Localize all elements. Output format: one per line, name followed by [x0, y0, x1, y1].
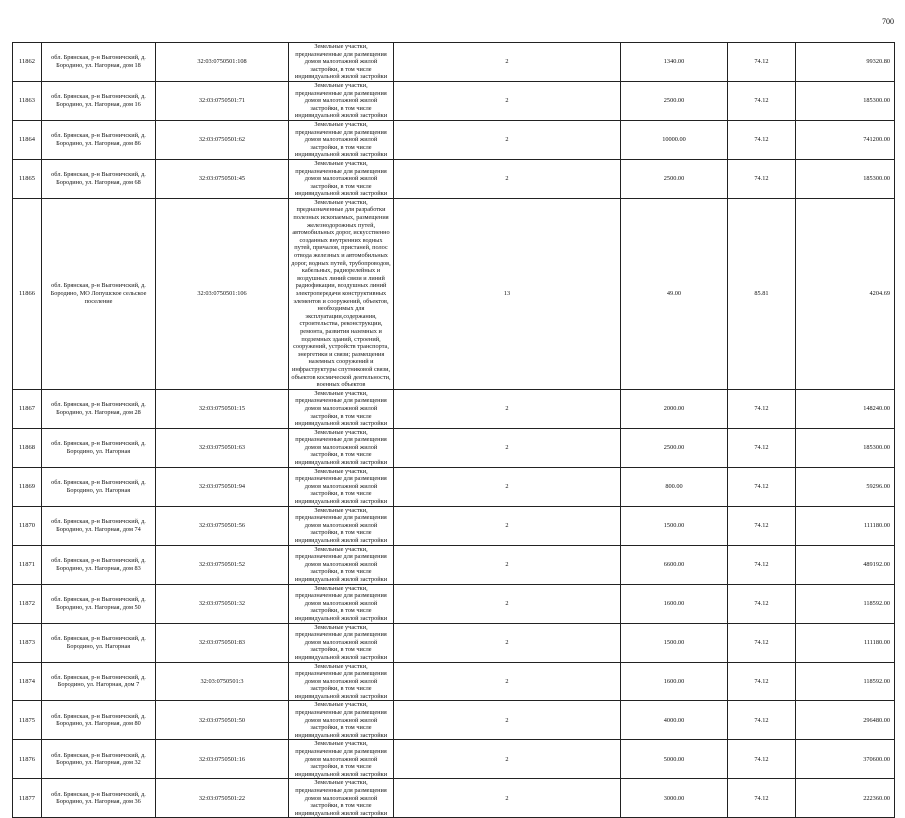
- row-area: 49.00: [621, 198, 728, 389]
- row-land-use: Земельные участки, предназначенные для размещения домов малоэтажной жилой застройки, в том числе индивидуальной жилой застройки: [289, 701, 394, 740]
- row-area: 10000.00: [621, 120, 728, 159]
- row-area: 6600.00: [621, 545, 728, 584]
- row-cadastral-number: 32:03:0750501:32: [156, 584, 289, 623]
- table-row: [13, 779, 895, 818]
- row-number: 11870: [13, 506, 42, 545]
- row-unit-value: 74.12: [728, 389, 796, 428]
- row-address: обл. Брянская, р-н Выгоничский, д. Бородино, МО Лопушское сельское поселение: [42, 198, 156, 389]
- row-address: обл. Брянская, р-н Выгоничский, д. Бородино, ул. Нагорная: [42, 467, 156, 506]
- row-area: 2000.00: [621, 389, 728, 428]
- row-number: 11874: [13, 662, 42, 701]
- row-cadastral-number: 32:03:0750501:71: [156, 81, 289, 120]
- row-unit-value: 85.81: [728, 198, 796, 389]
- row-unit-value: 74.12: [728, 81, 796, 120]
- row-cadastral-number: 32:03:0750501:108: [156, 43, 289, 82]
- row-area: 1340.00: [621, 43, 728, 82]
- row-unit-value: 74.12: [728, 545, 796, 584]
- row-unit-value: 74.12: [728, 623, 796, 662]
- row-group: 2: [394, 701, 621, 740]
- row-cadastral-number: 32:03:0750501:83: [156, 623, 289, 662]
- table-row: [13, 545, 895, 584]
- cadastral-value-table: [12, 42, 895, 818]
- row-cadastral-number: 32:03:0750501:22: [156, 779, 289, 818]
- row-land-use: Земельные участки, предназначенные для размещения домов малоэтажной жилой застройки, в том числе индивидуальной жилой застройки: [289, 428, 394, 467]
- page-number: 700: [882, 17, 894, 26]
- row-area: 1500.00: [621, 623, 728, 662]
- row-cadastral-number: 32:03:0750501:56: [156, 506, 289, 545]
- row-group: 13: [394, 198, 621, 389]
- row-number: 11872: [13, 584, 42, 623]
- row-number: 11869: [13, 467, 42, 506]
- table-row: [13, 506, 895, 545]
- row-area: 2500.00: [621, 428, 728, 467]
- row-land-use: Земельные участки, предназначенные для размещения домов малоэтажной жилой застройки, в том числе индивидуальной жилой застройки: [289, 662, 394, 701]
- row-total-value: 222360.00: [796, 779, 895, 818]
- row-land-use: Земельные участки, предназначенные для размещения домов малоэтажной жилой застройки, в том числе индивидуальной жилой застройки: [289, 389, 394, 428]
- row-unit-value: 74.12: [728, 701, 796, 740]
- row-address: обл. Брянская, р-н Выгоничский, д. Бородино, ул. Нагорная, дом 7: [42, 662, 156, 701]
- row-total-value: 741200.00: [796, 120, 895, 159]
- row-group: 2: [394, 740, 621, 779]
- row-land-use: Земельные участки, предназначенные для размещения домов малоэтажной жилой застройки, в том числе индивидуальной жилой застройки: [289, 467, 394, 506]
- row-unit-value: 74.12: [728, 506, 796, 545]
- row-area: 800.00: [621, 467, 728, 506]
- row-total-value: 185300.00: [796, 81, 895, 120]
- row-number: 11865: [13, 159, 42, 198]
- row-area: 1600.00: [621, 662, 728, 701]
- row-total-value: 118592.00: [796, 584, 895, 623]
- row-group: 2: [394, 467, 621, 506]
- row-cadastral-number: 32:03:0750501:45: [156, 159, 289, 198]
- row-number: 11873: [13, 623, 42, 662]
- row-address: обл. Брянская, р-н Выгоничский, д. Бородино, ул. Нагорная, дом 68: [42, 159, 156, 198]
- row-area: 5000.00: [621, 740, 728, 779]
- row-cadastral-number: 32:03:0750501:16: [156, 740, 289, 779]
- row-cadastral-number: 32:03:0750501:3: [156, 662, 289, 701]
- row-number: 11877: [13, 779, 42, 818]
- row-unit-value: 74.12: [728, 740, 796, 779]
- row-area: 1500.00: [621, 506, 728, 545]
- row-total-value: 4204.69: [796, 198, 895, 389]
- table-row: [13, 701, 895, 740]
- row-number: 11871: [13, 545, 42, 584]
- row-land-use: Земельные участки, предназначенные для размещения домов малоэтажной жилой застройки, в том числе индивидуальной жилой застройки: [289, 120, 394, 159]
- row-number: 11868: [13, 428, 42, 467]
- row-address: обл. Брянская, р-н Выгоничский, д. Бородино, ул. Нагорная, дом 74: [42, 506, 156, 545]
- row-unit-value: 74.12: [728, 120, 796, 159]
- row-group: 2: [394, 623, 621, 662]
- row-total-value: 489192.00: [796, 545, 895, 584]
- row-address: обл. Брянская, р-н Выгоничский, д. Бородино, ул. Нагорная, дом 80: [42, 701, 156, 740]
- table-row: [13, 662, 895, 701]
- row-group: 2: [394, 662, 621, 701]
- row-total-value: 148240.00: [796, 389, 895, 428]
- row-number: 11866: [13, 198, 42, 389]
- row-land-use: Земельные участки, предназначенные для размещения домов малоэтажной жилой застройки, в том числе индивидуальной жилой застройки: [289, 506, 394, 545]
- row-number: 11875: [13, 701, 42, 740]
- table-row: [13, 623, 895, 662]
- row-group: 2: [394, 43, 621, 82]
- table-body: [13, 43, 895, 818]
- row-total-value: 370600.00: [796, 740, 895, 779]
- row-address: обл. Брянская, р-н Выгоничский, д. Бородино, ул. Нагорная, дом 36: [42, 779, 156, 818]
- row-total-value: 185300.00: [796, 428, 895, 467]
- row-total-value: 111180.00: [796, 623, 895, 662]
- row-number: 11876: [13, 740, 42, 779]
- row-number: 11863: [13, 81, 42, 120]
- row-unit-value: 74.12: [728, 467, 796, 506]
- row-number: 11862: [13, 43, 42, 82]
- row-group: 2: [394, 428, 621, 467]
- row-unit-value: 74.12: [728, 779, 796, 818]
- row-group: 2: [394, 389, 621, 428]
- row-land-use: Земельные участки, предназначенные для размещения домов малоэтажной жилой застройки, в том числе индивидуальной жилой застройки: [289, 159, 394, 198]
- row-cadastral-number: 32:03:0750501:94: [156, 467, 289, 506]
- row-land-use: Земельные участки, предназначенные для размещения домов малоэтажной жилой застройки, в том числе индивидуальной жилой застройки: [289, 584, 394, 623]
- table-row: [13, 159, 895, 198]
- row-total-value: 118592.00: [796, 662, 895, 701]
- row-group: 2: [394, 120, 621, 159]
- row-total-value: 59296.00: [796, 467, 895, 506]
- row-area: 4000.00: [621, 701, 728, 740]
- row-number: 11867: [13, 389, 42, 428]
- row-group: 2: [394, 545, 621, 584]
- row-group: 2: [394, 506, 621, 545]
- table-row: [13, 43, 895, 82]
- row-land-use: Земельные участки, предназначенные для размещения домов малоэтажной жилой застройки, в том числе индивидуальной жилой застройки: [289, 545, 394, 584]
- table-row: [13, 740, 895, 779]
- row-cadastral-number: 32:03:0750501:63: [156, 428, 289, 467]
- row-address: обл. Брянская, р-н Выгоничский, д. Бородино, ул. Нагорная, дом 83: [42, 545, 156, 584]
- table-row: [13, 467, 895, 506]
- row-unit-value: 74.12: [728, 584, 796, 623]
- row-address: обл. Брянская, р-н Выгоничский, д. Бородино, ул. Нагорная, дом 32: [42, 740, 156, 779]
- row-total-value: 99320.80: [796, 43, 895, 82]
- row-total-value: 185300.00: [796, 159, 895, 198]
- row-area: 2500.00: [621, 159, 728, 198]
- table-row: [13, 120, 895, 159]
- row-area: 3000.00: [621, 779, 728, 818]
- row-address: обл. Брянская, р-н Выгоничский, д. Бородино, ул. Нагорная, дом 86: [42, 120, 156, 159]
- row-address: обл. Брянская, р-н Выгоничский, д. Бородино, ул. Нагорная: [42, 623, 156, 662]
- row-address: обл. Брянская, р-н Выгоничский, д. Бородино, ул. Нагорная, дом 28: [42, 389, 156, 428]
- row-total-value: 111180.00: [796, 506, 895, 545]
- row-group: 2: [394, 81, 621, 120]
- row-land-use: Земельные участки, предназначенные для размещения домов малоэтажной жилой застройки, в том числе индивидуальной жилой застройки: [289, 81, 394, 120]
- row-cadastral-number: 32:03:0750501:15: [156, 389, 289, 428]
- row-cadastral-number: 32:03:0750501:106: [156, 198, 289, 389]
- table-row: [13, 198, 895, 389]
- table-row: [13, 584, 895, 623]
- row-unit-value: 74.12: [728, 43, 796, 82]
- row-unit-value: 74.12: [728, 662, 796, 701]
- row-land-use: Земельные участки, предназначенные для размещения домов малоэтажной жилой застройки, в том числе индивидуальной жилой застройки: [289, 740, 394, 779]
- row-address: обл. Брянская, р-н Выгоничский, д. Бородино, ул. Нагорная, дом 50: [42, 584, 156, 623]
- row-number: 11864: [13, 120, 42, 159]
- row-address: обл. Брянская, р-н Выгоничский, д. Бородино, ул. Нагорная, дом 18: [42, 43, 156, 82]
- row-area: 1600.00: [621, 584, 728, 623]
- row-land-use: Земельные участки, предназначенные для разработки полезных ископаемых, размещения железнодорожных путей, автомобильных дорог, искусственно созданных внутренних водных путей, причалов, пристаней, полос отвода железных и автомобильных дорог, водных путей, трубопроводов, кабельных, радиорелейных и воздушных линий связи и линий радиофикации, воздушных линий электропередачи конструктивных элементов и сооружений, объектов, необходимых для эксплуатации,содержания, строительства, реконструкции, ремонта, развития наземных и подземных зданий, строений, сооружений, устройств транспорта, энергетики и связи; размещения наземных сооружений и инфраструктуры спутниковой связи, объектов космической деятельности, военных объектов: [289, 198, 394, 389]
- table-row: [13, 389, 895, 428]
- row-cadastral-number: 32:03:0750501:50: [156, 701, 289, 740]
- row-address: обл. Брянская, р-н Выгоничский, д. Бородино, ул. Нагорная: [42, 428, 156, 467]
- row-cadastral-number: 32:03:0750501:52: [156, 545, 289, 584]
- row-total-value: 296480.00: [796, 701, 895, 740]
- row-cadastral-number: 32:03:0750501:62: [156, 120, 289, 159]
- row-group: 2: [394, 159, 621, 198]
- row-land-use: Земельные участки, предназначенные для размещения домов малоэтажной жилой застройки, в том числе индивидуальной жилой застройки: [289, 779, 394, 818]
- row-group: 2: [394, 584, 621, 623]
- row-unit-value: 74.12: [728, 159, 796, 198]
- row-land-use: Земельные участки, предназначенные для размещения домов малоэтажной жилой застройки, в том числе индивидуальной жилой застройки: [289, 623, 394, 662]
- table-row: [13, 81, 895, 120]
- row-area: 2500.00: [621, 81, 728, 120]
- row-land-use: Земельные участки, предназначенные для размещения домов малоэтажной жилой застройки, в том числе индивидуальной жилой застройки: [289, 43, 394, 82]
- row-group: 2: [394, 779, 621, 818]
- table-row: [13, 428, 895, 467]
- row-unit-value: 74.12: [728, 428, 796, 467]
- row-address: обл. Брянская, р-н Выгоничский, д. Бородино, ул. Нагорная, дом 16: [42, 81, 156, 120]
